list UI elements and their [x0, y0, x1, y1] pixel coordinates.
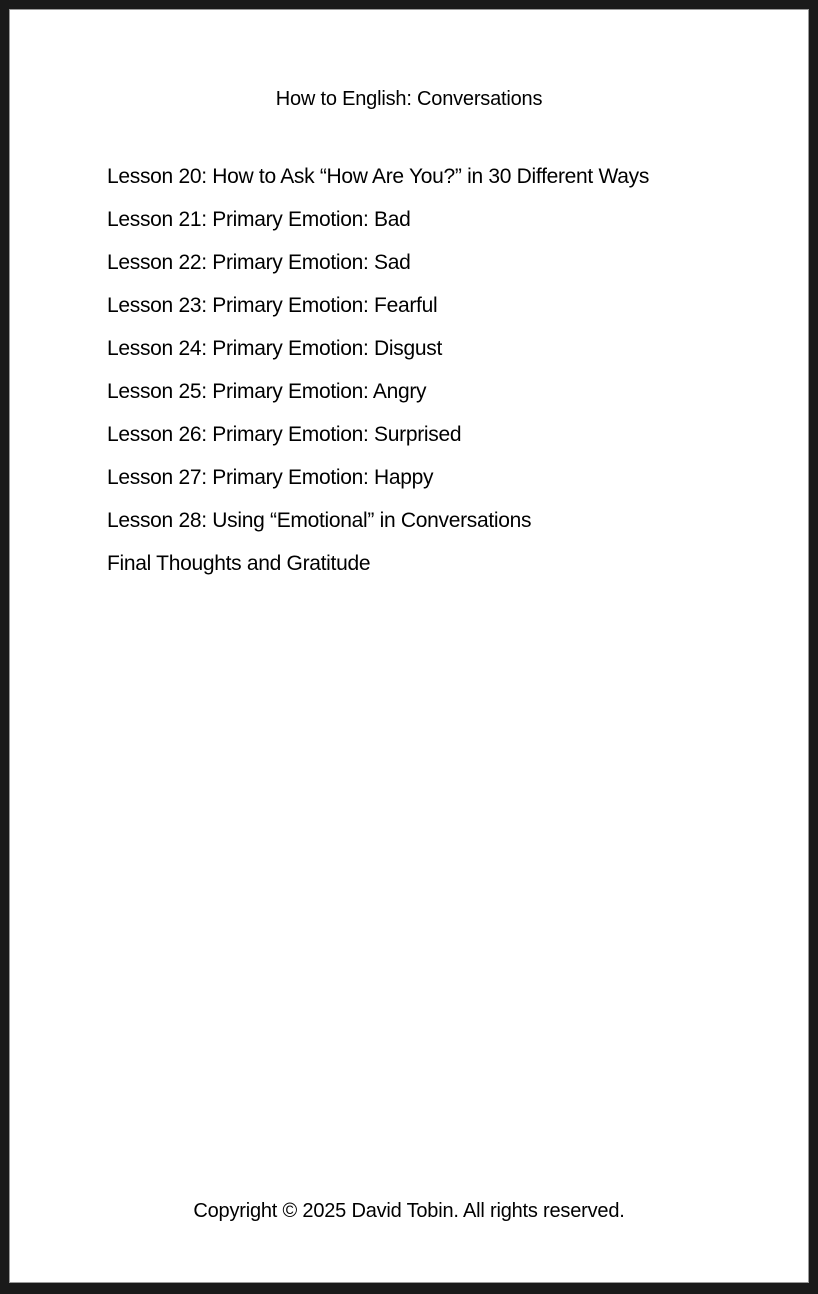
toc-entry: Final Thoughts and Gratitude [107, 552, 371, 575]
copyright-footer: Copyright © 2025 David Tobin. All rights reserved. [193, 1200, 625, 1222]
table-of-contents [107, 162, 649, 592]
toc-entry: Lesson 26: Primary Emotion: Surprised [107, 423, 462, 446]
toc-entry: Lesson 20: How to Ask “How Are You?” in 30 Different Ways [107, 165, 650, 188]
document-page [9, 9, 809, 1283]
toc-entry: Lesson 25: Primary Emotion: Angry [107, 380, 427, 403]
toc-entry: Lesson 27: Primary Emotion: Happy [107, 466, 434, 489]
toc-entry: Lesson 22: Primary Emotion: Sad [107, 251, 411, 274]
page-header: How to English: Conversations [275, 88, 543, 110]
toc-entry: Lesson 24: Primary Emotion: Disgust [107, 337, 442, 360]
toc-entry: Lesson 28: Using “Emotional” in Conversations [107, 509, 532, 532]
toc-entry: Lesson 23: Primary Emotion: Fearful [107, 294, 438, 317]
toc-entry: Lesson 21: Primary Emotion: Bad [107, 208, 411, 231]
